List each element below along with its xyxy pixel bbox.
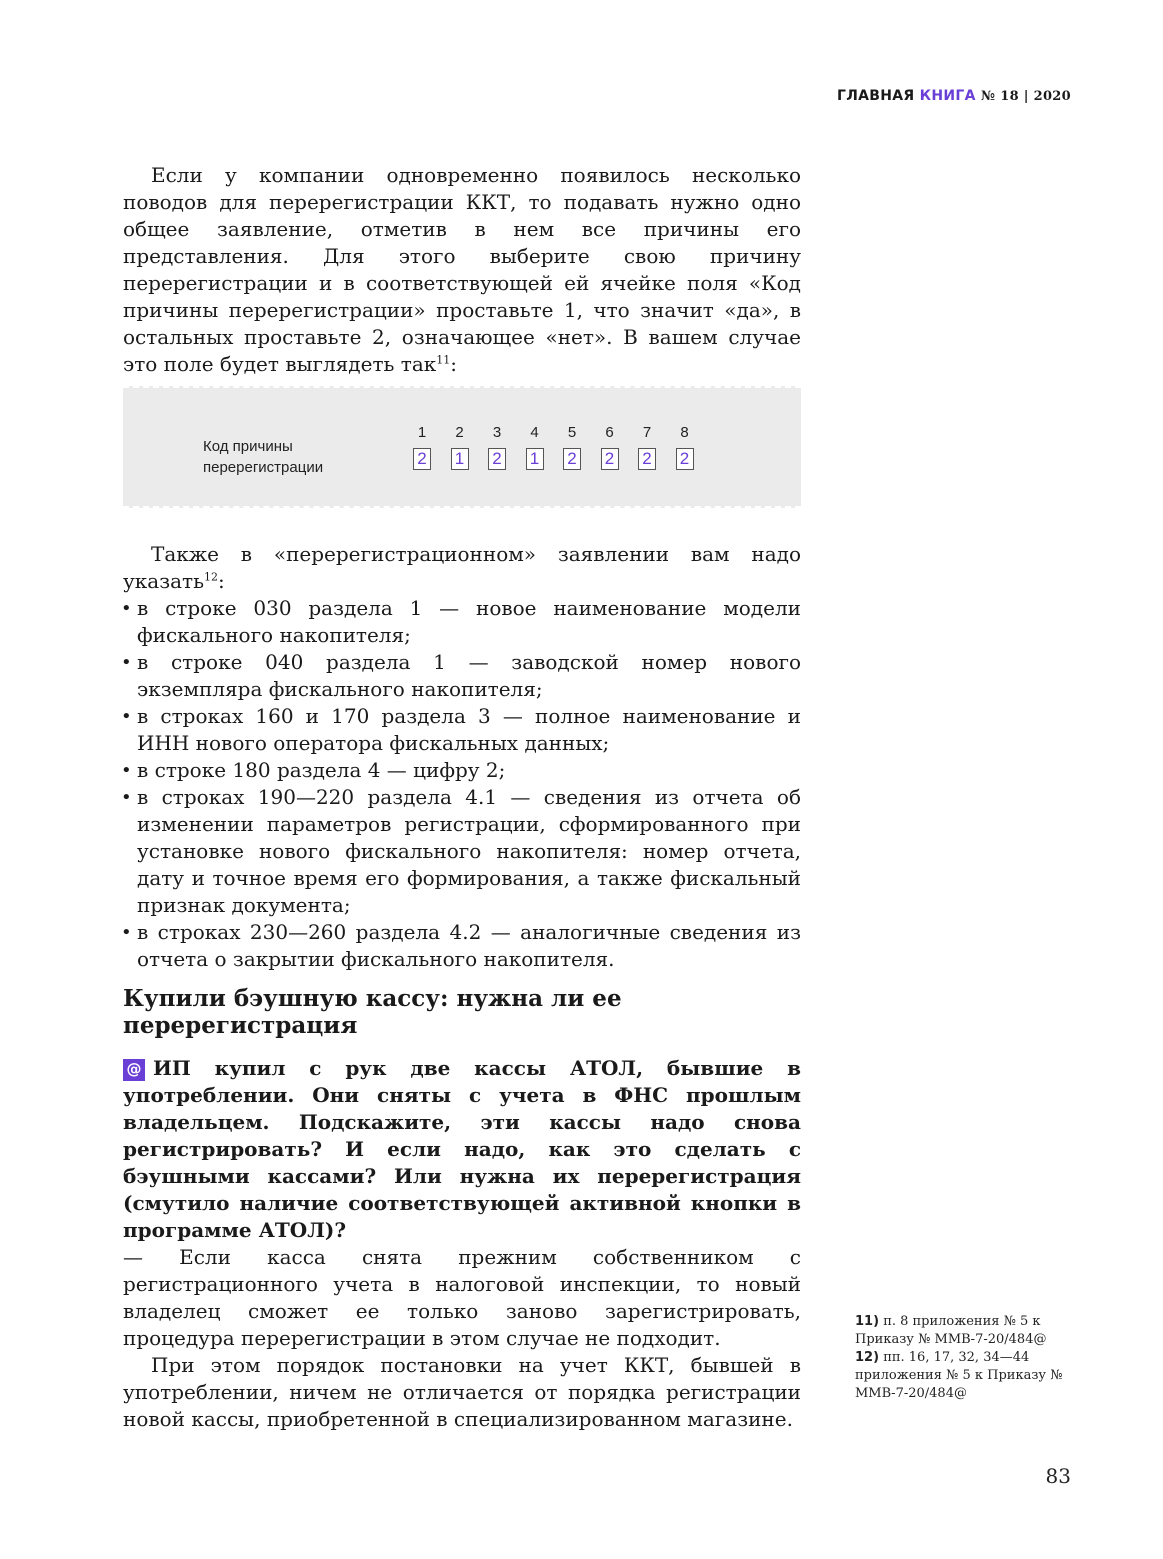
also-paragraph bbox=[123, 541, 801, 595]
form-cell-6 bbox=[598, 424, 622, 470]
form-cell-value: 2 bbox=[488, 448, 506, 470]
form-cell-number: 6 bbox=[605, 424, 614, 441]
form-cell-value: 1 bbox=[526, 448, 544, 470]
footnote-mark: 11) bbox=[855, 1314, 880, 1329]
form-cell-8 bbox=[673, 424, 697, 470]
form-label-line-2: перерегистрации bbox=[203, 459, 324, 476]
footnote-ref-11[interactable]: 11 bbox=[436, 353, 451, 367]
intro-block bbox=[123, 162, 801, 378]
form-cell-number: 3 bbox=[492, 424, 502, 441]
list-item: • в строке 040 раздела 1 — заводской номер нового экземпляра фискального накопителя; bbox=[123, 649, 801, 703]
footnote-11 bbox=[855, 1313, 1070, 1349]
qa-block bbox=[123, 1055, 801, 1433]
footnote-ref-12[interactable]: 12 bbox=[203, 570, 218, 584]
form-cell-number: 4 bbox=[530, 424, 539, 441]
list-item: • в строках 190—220 раздела 4.1 — сведения из отчета об изменении параметров регистрации, сформированного при установке нового фискального накопителя: номер отчета, дату и точное время его формирования, а также фискальный признак документа; bbox=[123, 784, 801, 919]
form-cell-number: 5 bbox=[567, 424, 577, 441]
form-cell-7 bbox=[635, 424, 659, 470]
form-cell-1 bbox=[410, 424, 434, 470]
form-label-line-1: Код причины bbox=[203, 438, 293, 455]
list-item: • в строке 030 раздела 1 — новое наименование модели фискального накопителя; bbox=[123, 595, 801, 649]
footnote-mark: 12) bbox=[855, 1350, 880, 1365]
at-sign-icon: @ bbox=[123, 1059, 145, 1081]
form-cell-value: 2 bbox=[676, 448, 694, 470]
running-header bbox=[837, 88, 1071, 104]
brand-second: КНИГА bbox=[919, 88, 976, 104]
list-item: • в строке 180 раздела 4 — цифру 2; bbox=[123, 757, 801, 784]
form-cell-number: 2 bbox=[455, 424, 464, 441]
requirements-list bbox=[123, 595, 801, 973]
form-cell-value: 2 bbox=[413, 448, 431, 470]
list-item: • в строках 160 и 170 раздела 3 — полное наименование и ИНН нового оператора фискальных данных; bbox=[123, 703, 801, 757]
form-cell-number: 8 bbox=[680, 424, 689, 441]
also-text: Также в «перерегистрационном» заявлении вам надо указать bbox=[123, 542, 801, 593]
issue-number: № 18 | 2020 bbox=[980, 89, 1071, 104]
footnote-12 bbox=[855, 1349, 1070, 1403]
form-cell-value: 1 bbox=[451, 448, 469, 470]
question-text: ИП купил с рук две кассы АТОЛ, бывшие в употреблении. Они сняты с учета в ФНС прошлым владельцем. Подскажите, эти кассы надо снова регистрировать? И если надо, как это сделать с бэушными кассами? Или нужна их перерегистрация (смутило наличие соответствующей активной кнопки в программе АТОЛ)? bbox=[123, 1056, 801, 1242]
page-number: 83 bbox=[1045, 1464, 1071, 1488]
form-cell-2 bbox=[448, 424, 472, 470]
answer-paragraph: — Если касса снята прежним собственником с регистрационного учета в налоговой инспекции, то новый владелец сможет ее только заново зарегистрировать, процедура перерегистрации в этом случае не подходит. bbox=[123, 1245, 801, 1350]
question-paragraph bbox=[123, 1055, 801, 1244]
requirements-block bbox=[123, 541, 801, 973]
form-field-label bbox=[203, 436, 323, 478]
intro-paragraph bbox=[123, 162, 801, 378]
form-cell-5 bbox=[560, 424, 584, 470]
form-cell-number: 7 bbox=[642, 424, 652, 441]
form-field-illustration bbox=[123, 386, 801, 508]
footnote-text: пп. 16, 17, 32, 34—44 приложения № 5 к Приказу № ММВ-7-20/484@ bbox=[855, 1350, 1063, 1401]
also-tail: : bbox=[217, 569, 225, 593]
intro-text: Если у компании одновременно появилось несколько поводов для перерегистрации ККТ, то подавать нужно одно общее заявление, отметив в нем все причины его представления. Для этого выберите свою причину перерегистрации и в соответствующей ей ячейке поля «Код причины перерегистрации» проставьте 1, что значит «да», в остальных проставьте 2, означающее «нет». В вашем случае это поле будет выглядеть так bbox=[123, 163, 801, 376]
form-cell-number: 1 bbox=[417, 424, 427, 441]
form-cell-4 bbox=[523, 424, 547, 470]
footnote-text: п. 8 приложения № 5 к Приказу № ММВ-7-20/484@ bbox=[855, 1314, 1047, 1347]
footnotes bbox=[855, 1313, 1070, 1403]
form-cell-value: 2 bbox=[601, 448, 619, 470]
form-cell-3 bbox=[485, 424, 509, 470]
brand-first: ГЛАВНАЯ bbox=[836, 88, 915, 104]
form-cell-value: 2 bbox=[638, 448, 656, 470]
list-item: • в строках 230—260 раздела 4.2 — аналогичные сведения из отчета о закрытии фискального накопителя. bbox=[123, 919, 801, 973]
answer-paragraph-2: При этом порядок постановки на учет ККТ, бывшей в употреблении, ничем не отличается от порядка регистрации новой кассы, приобретенной в специализированном магазине. bbox=[123, 1353, 801, 1431]
form-cell-value: 2 bbox=[563, 448, 581, 470]
section-heading: Купили бэушную кассу: нужна ли ее перерегистрация bbox=[123, 985, 622, 1039]
intro-tail: : bbox=[450, 352, 457, 376]
